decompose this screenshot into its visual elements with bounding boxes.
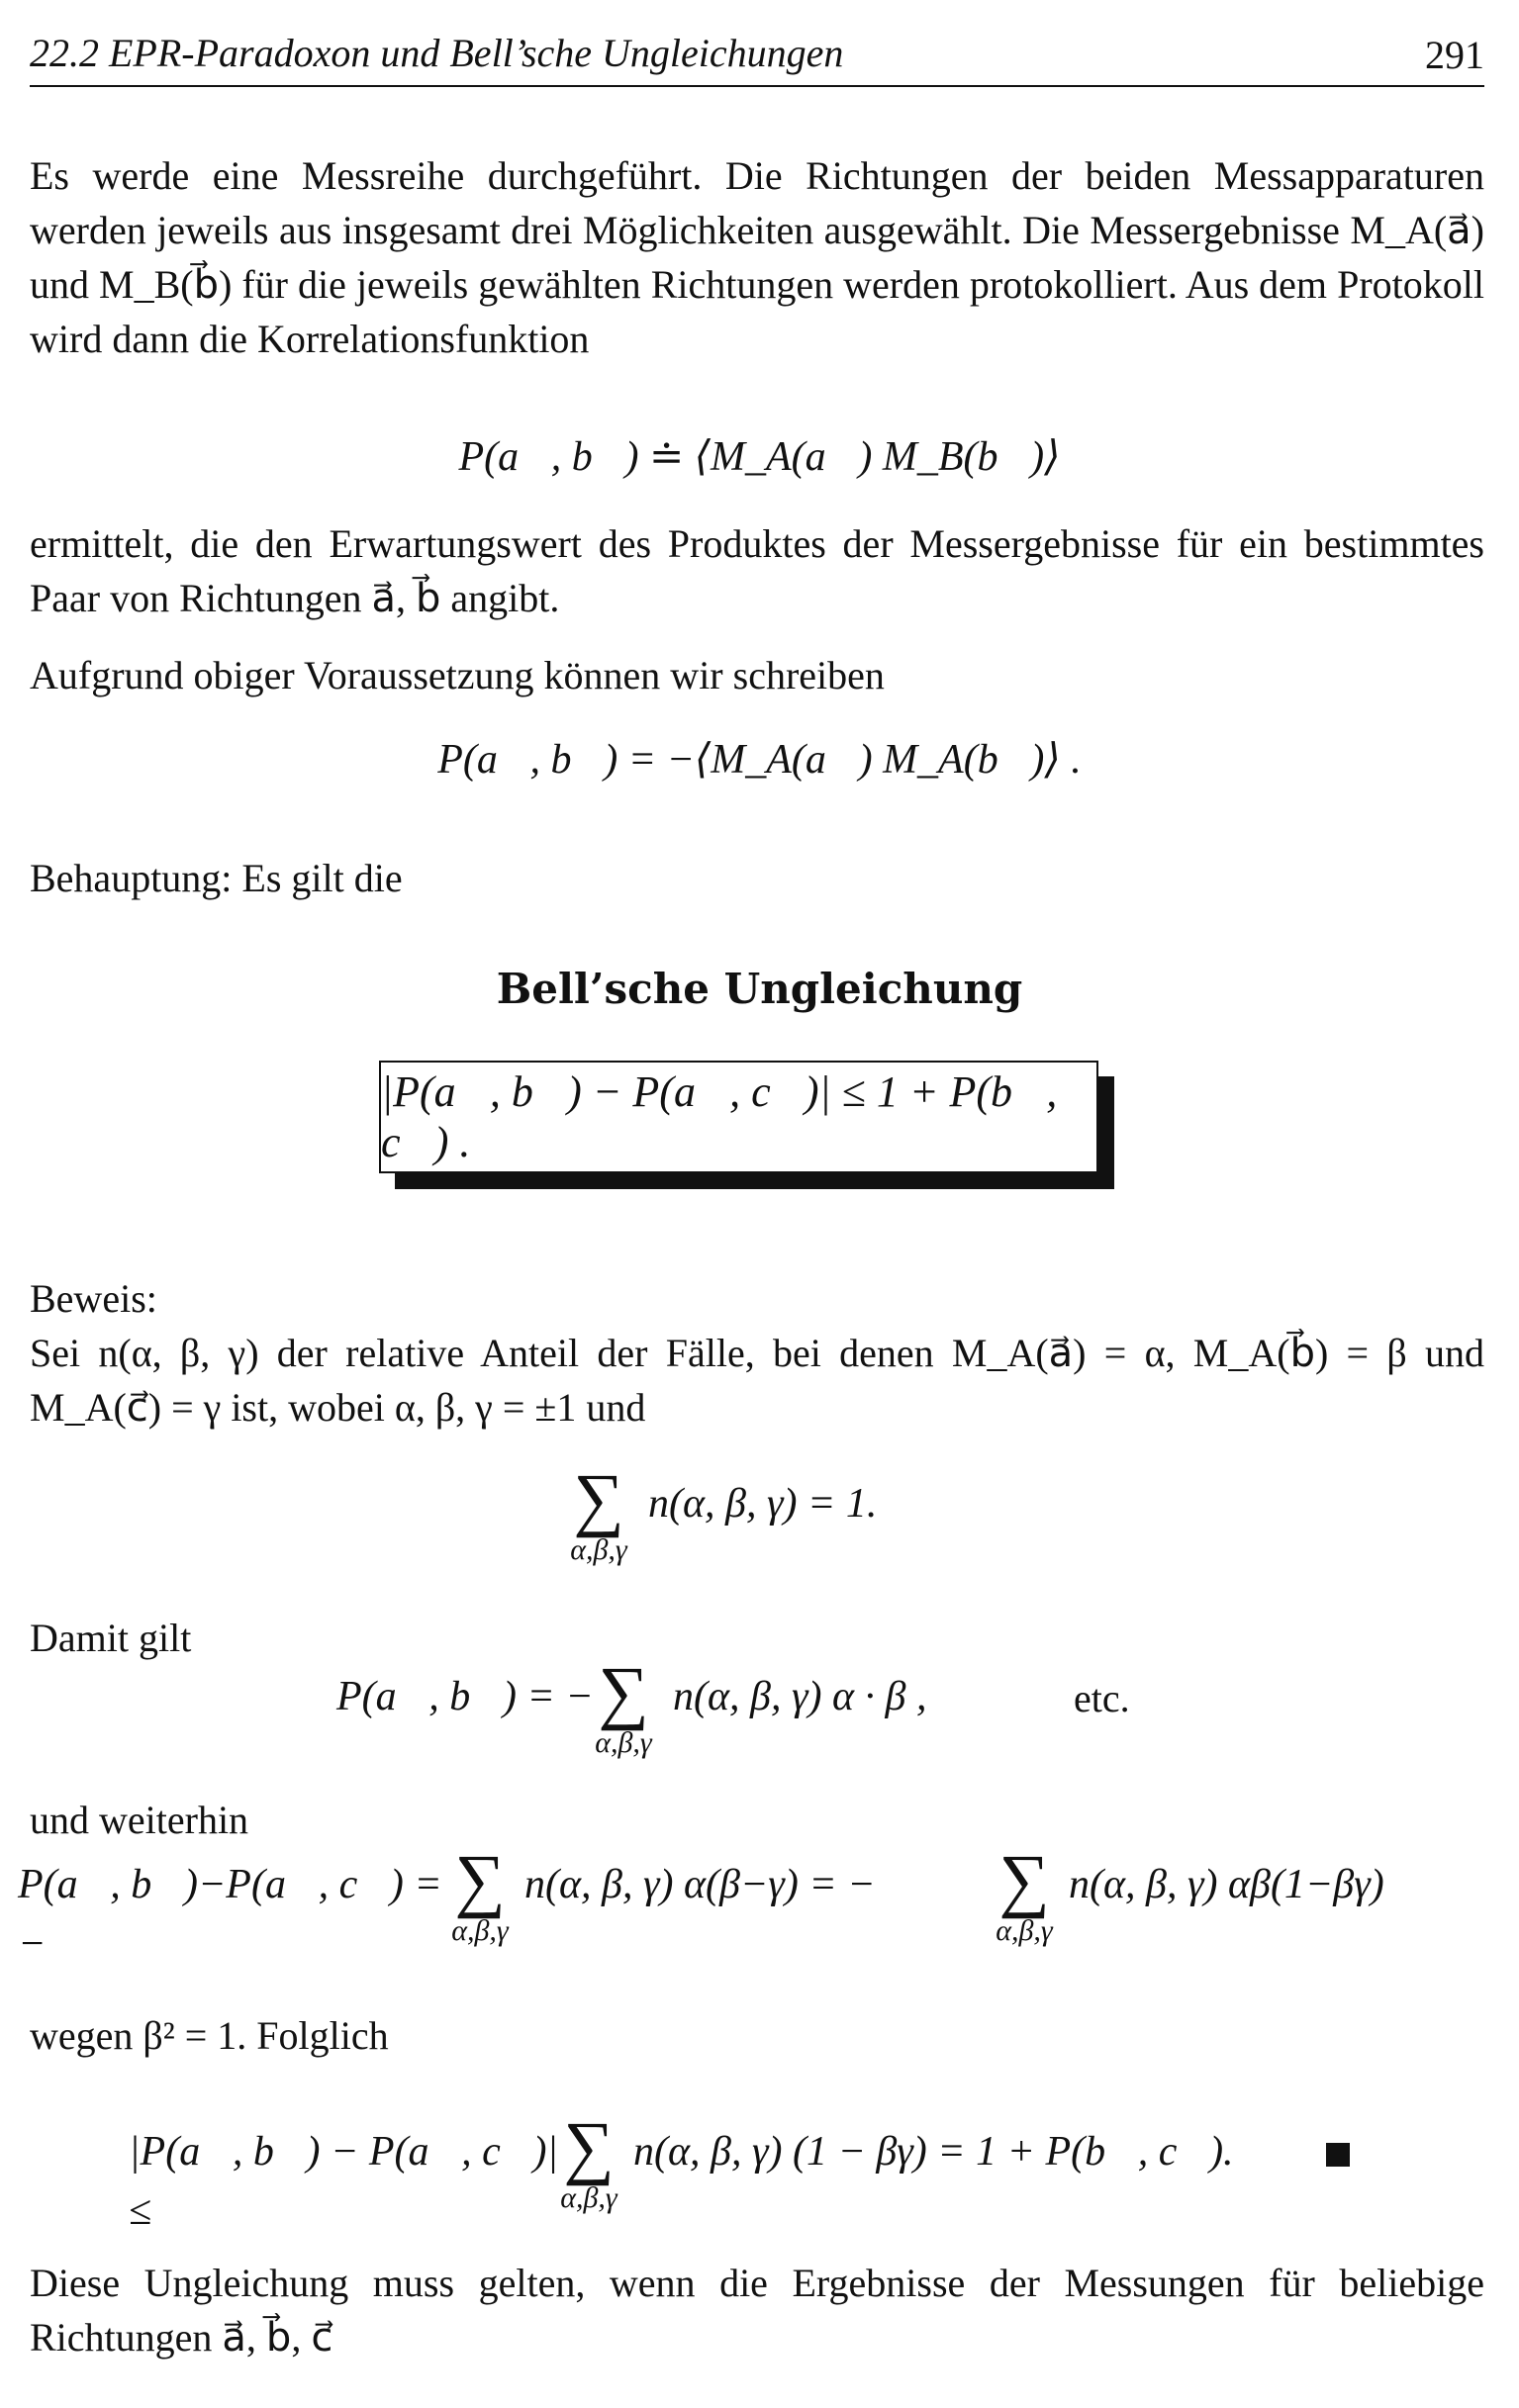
sum-symbol: ∑ [598, 1652, 649, 1731]
equation-weiter-mid: n(α, β, γ) α(β−γ) = − [524, 1862, 876, 1907]
sum-symbol: ∑ [998, 1840, 1050, 1919]
paragraph-premise: Aufgrund obiger Voraussetzung können wir schreiben [30, 653, 885, 697]
sum-index: α,β,γ [570, 1533, 627, 1566]
sum-index: α,β,γ [996, 1914, 1053, 1947]
paragraph-damit: Damit gilt [30, 1616, 192, 1660]
sum-index: α,β,γ [560, 2181, 617, 2214]
proof-label: Beweis: [30, 1276, 157, 1321]
bell-inequality: |P(a⃗, b⃗) − P(a⃗, c⃗)| ≤ 1 + P(b⃗, c⃗) . [381, 1067, 1058, 1166]
qed-square-icon [1326, 2143, 1350, 2167]
sum-final [544, 2107, 633, 2215]
sum-symbol: ∑ [454, 1840, 506, 1919]
equation-final-lhs: |P(a⃗, b⃗) − P(a⃗, c⃗)| ≤ [129, 2129, 559, 2234]
paragraph-folglich: wegen β² = 1. Folglich [30, 2013, 389, 2058]
sum-index: α,β,γ [595, 1726, 652, 1759]
paragraph-expectation: ermittelt, die den Erwartungswert des Produktes der Messergebnisse für ein bestimmtes Paar von Richtungen a⃗, b⃗ angibt. [30, 521, 1484, 620]
equation-weiter-rhs: n(α, β, γ) αβ(1−βγ) [1069, 1862, 1384, 1907]
sum-weiter-2 [980, 1840, 1069, 1948]
paragraph-claim: Behauptung: Es gilt die [30, 856, 403, 900]
sum-damit [579, 1652, 668, 1760]
page-header [30, 22, 1484, 87]
equation-weiter-lhs: P(a⃗, b⃗)−P(a⃗, c⃗) = − [18, 1862, 442, 1967]
sum-normalisation [554, 1459, 643, 1567]
boxed-bell-inequality [379, 1061, 1098, 1173]
sum-symbol: ∑ [573, 1459, 624, 1538]
running-title: 22.2 EPR-Paradoxon und Bell’sche Ungleichungen [30, 31, 844, 75]
sum-weiter-1 [435, 1840, 524, 1948]
paragraph-conclusion: Diese Ungleichung muss gelten, wenn die Ergebnisse der Messungen für beliebige Richtungen a⃗, b⃗, c⃗ [30, 2261, 1484, 2360]
paragraph-proof-setup: Sei n(α, β, γ) der relative Anteil der Fälle, bei denen M_A(a⃗) = α, M_A(b⃗) = β und M_A(c⃗) = γ ist, wobei α, β, γ = ±1 und [30, 1331, 1484, 1430]
equation-damit-rhs: n(α, β, γ) α · β , [673, 1674, 927, 1719]
section-heading: Bell’sche Ungleichung [496, 965, 1023, 1013]
sum-symbol: ∑ [563, 2107, 615, 2186]
equation-damit-lhs: P(a⃗, b⃗) = − [336, 1674, 594, 1719]
sum-index: α,β,γ [451, 1914, 509, 1947]
paragraph-intro: Es werde eine Messreihe durchgeführt. Die Richtungen der beiden Messapparaturen werden jeweils aus insgesamt drei Möglichkeiten ausgewählt. Die Messergebnisse M_A(a⃗) und M_B(b⃗) für die jeweils gewählten Richtungen werden protokolliert. Aus dem Protokoll wird dann die Korrelationsfunktion [30, 153, 1484, 361]
equation-normalisation: n(α, β, γ) = 1. [648, 1481, 878, 1527]
page-number: 291 [1425, 33, 1484, 77]
equation-correlation-definition: P(a⃗, b⃗) ≐ ⟨M_A(a⃗) M_B(b⃗)⟩ [458, 434, 1061, 480]
equation-correlation-rewrite: P(a⃗, b⃗) = −⟨M_A(a⃗) M_A(b⃗)⟩ . [437, 737, 1082, 783]
equation-final-rhs: n(α, β, γ) (1 − βγ) = 1 + P(b⃗, c⃗). [633, 2129, 1234, 2175]
paragraph-weiterhin: und weiterhin [30, 1798, 249, 1842]
etc-label: etc. [1074, 1676, 1130, 1720]
